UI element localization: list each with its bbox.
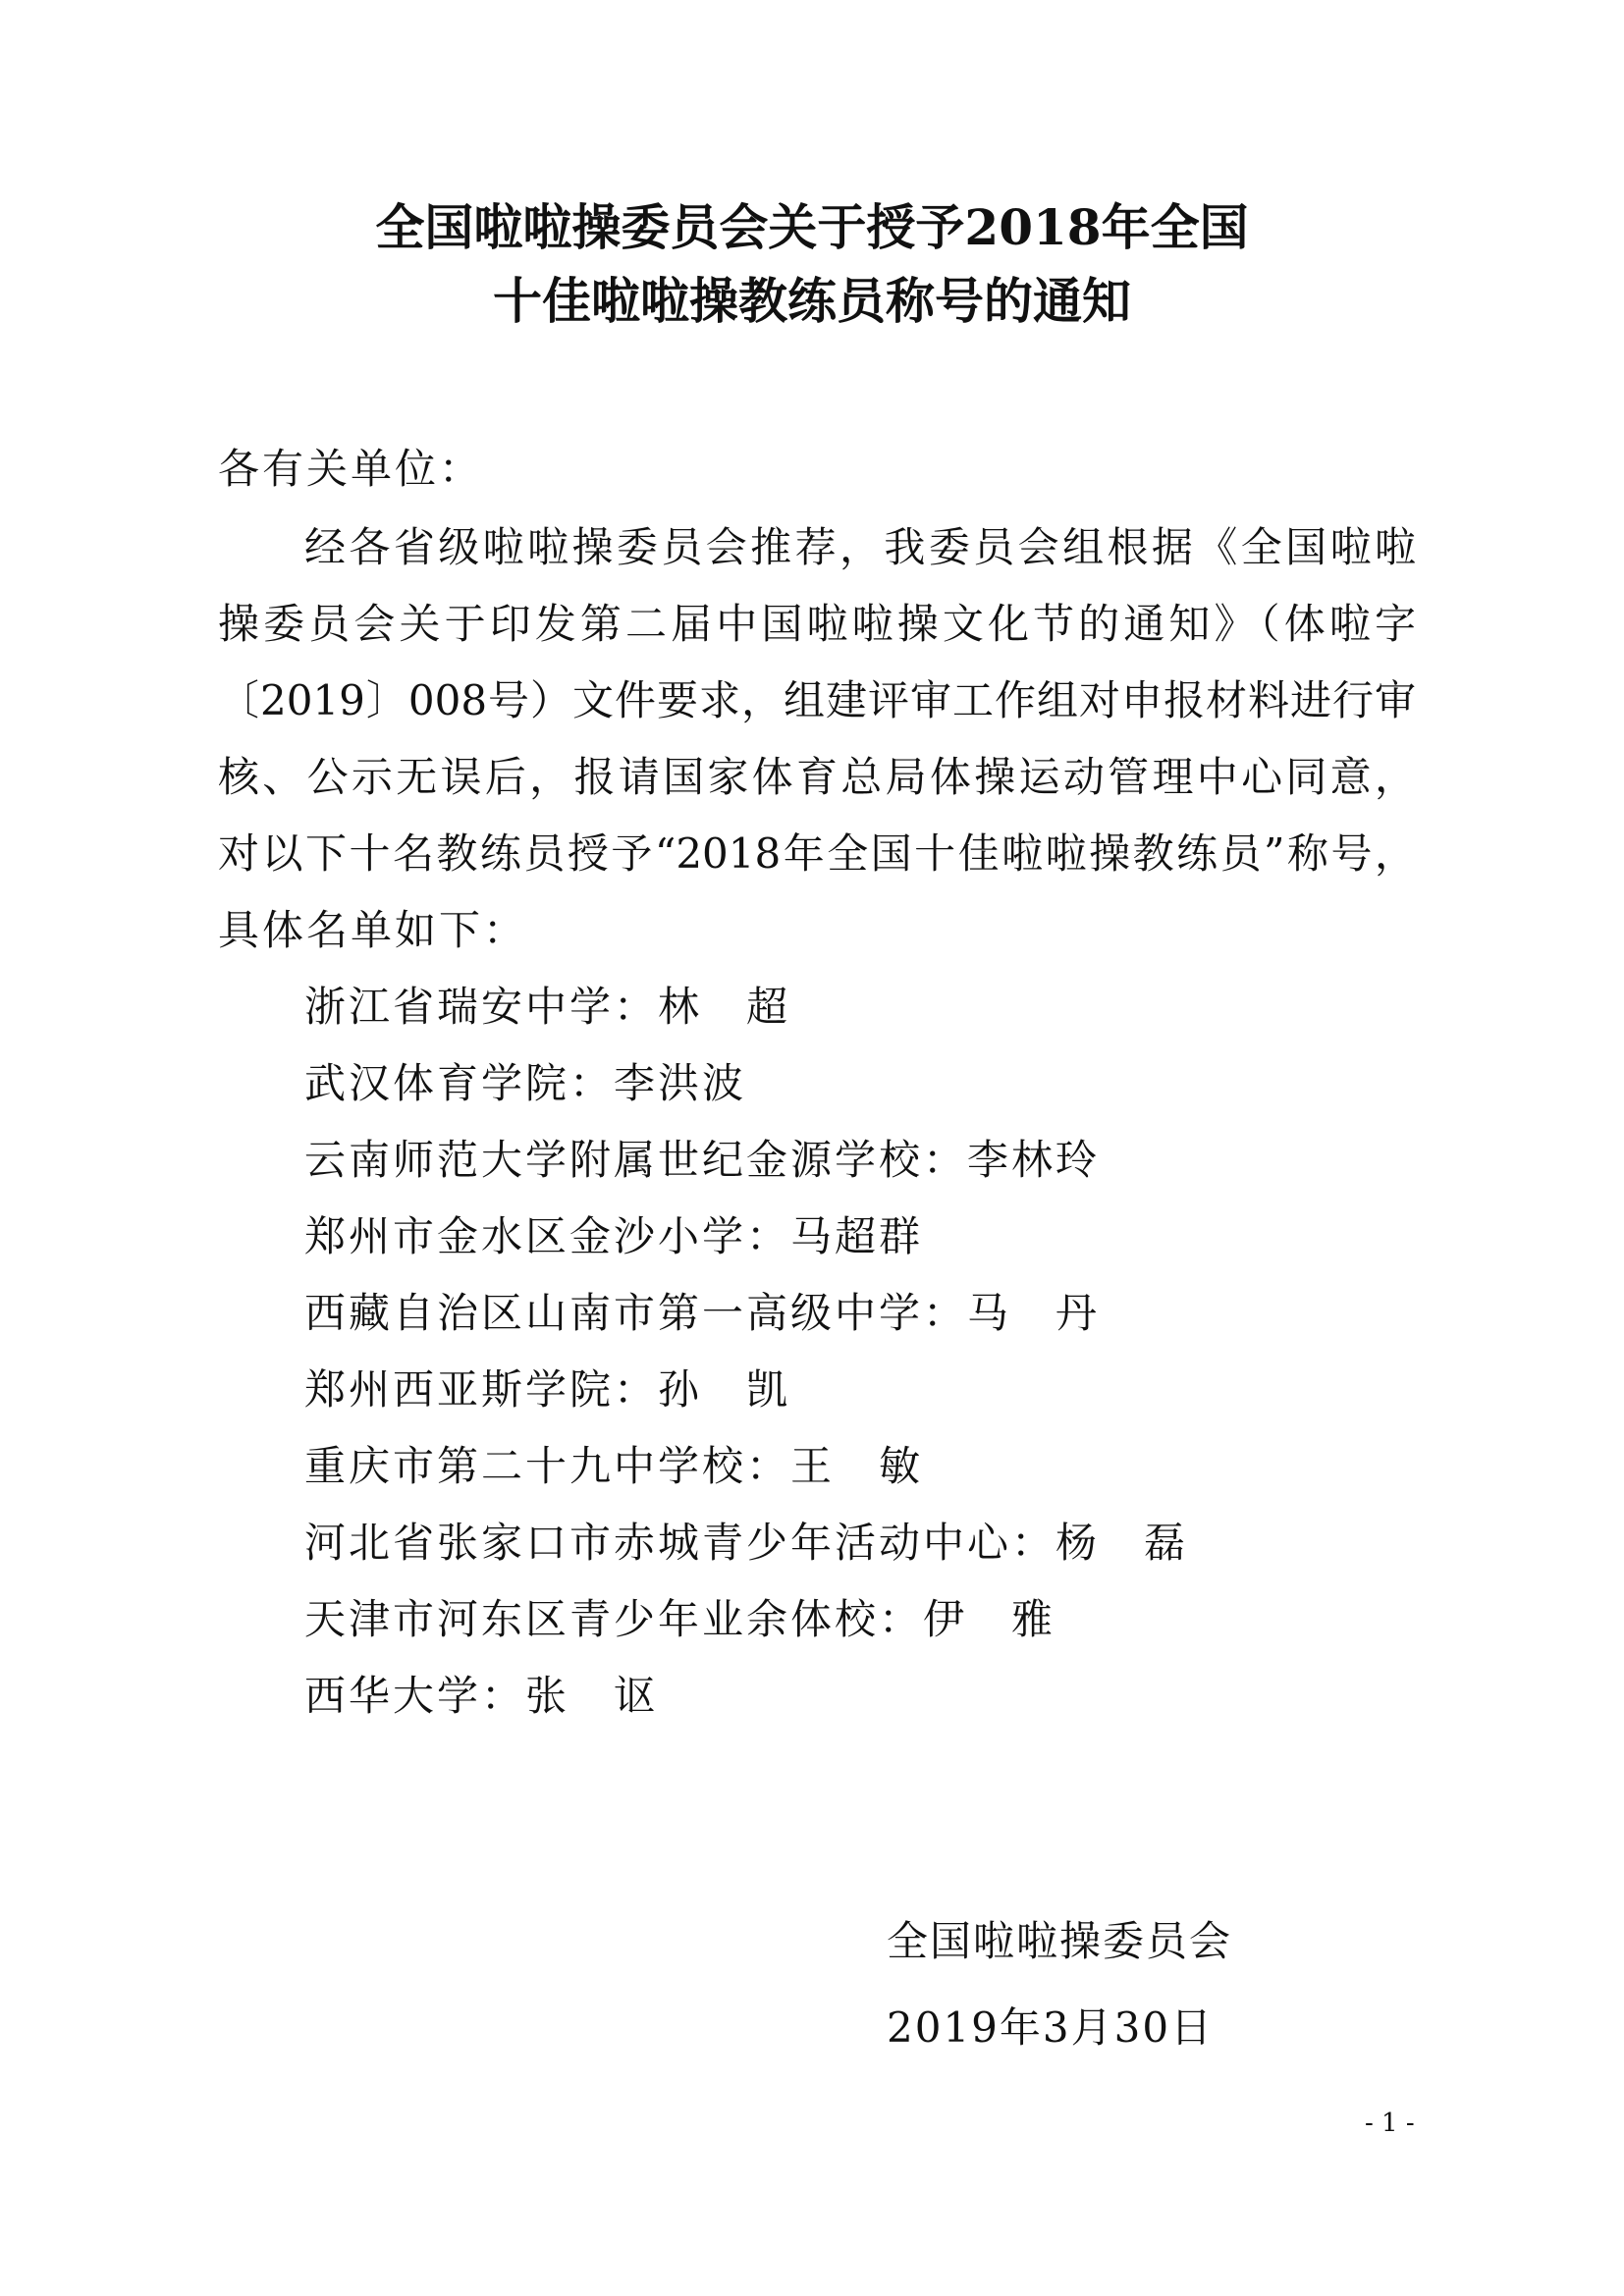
body-paragraph-line: 核、公示无误后，报请国家体育总局体操运动管理中心同意， [218, 753, 1416, 801]
page-number: - 1 - [1365, 2109, 1415, 2138]
awardee-list-item: 浙江省瑞安中学：林 超 [304, 983, 791, 1031]
document-title-line-2: 十佳啦啦操教练员称号的通知 [493, 272, 1131, 330]
document-title-line-1: 全国啦啦操委员会关于授予2018年全国 [375, 198, 1249, 256]
awardee-list-item: 西藏自治区山南市第一高级中学：马 丹 [304, 1289, 1101, 1337]
body-paragraph-line: 经各省级啦啦操委员会推荐，我委员会组根据《全国啦啦 [304, 523, 1416, 571]
awardee-list-item: 武汉体育学院：李洪波 [304, 1059, 747, 1107]
awardee-list-item: 天津市河东区青少年业余体校：伊 雅 [304, 1595, 1056, 1643]
body-paragraph-line: 具体名单如下： [218, 906, 528, 954]
signature-date: 2019年3月30日 [887, 2003, 1215, 2052]
awardee-list-item: 郑州西亚斯学院：孙 凯 [304, 1365, 791, 1414]
body-paragraph-line: 〔2019〕008号）文件要求，组建评审工作组对申报材料进行审 [218, 676, 1416, 724]
awardee-list-item: 郑州市金水区金沙小学：马超群 [304, 1212, 924, 1260]
body-paragraph-line: 对以下十名教练员授予“2018年全国十佳啦啦操教练员”称号， [218, 829, 1416, 878]
awardee-list-item: 河北省张家口市赤城青少年活动中心：杨 磊 [304, 1519, 1189, 1567]
awardee-list-item: 重庆市第二十九中学校：王 敏 [304, 1442, 924, 1490]
awardee-list-item: 云南师范大学附属世纪金源学校：李林玲 [304, 1136, 1101, 1184]
salutation: 各有关单位： [218, 445, 484, 493]
body-paragraph-line: 操委员会关于印发第二届中国啦啦操文化节的通知》（体啦字 [218, 600, 1416, 648]
awardee-list-item: 西华大学：张 讴 [304, 1672, 659, 1720]
signature-organization: 全国啦啦操委员会 [887, 1917, 1233, 1965]
